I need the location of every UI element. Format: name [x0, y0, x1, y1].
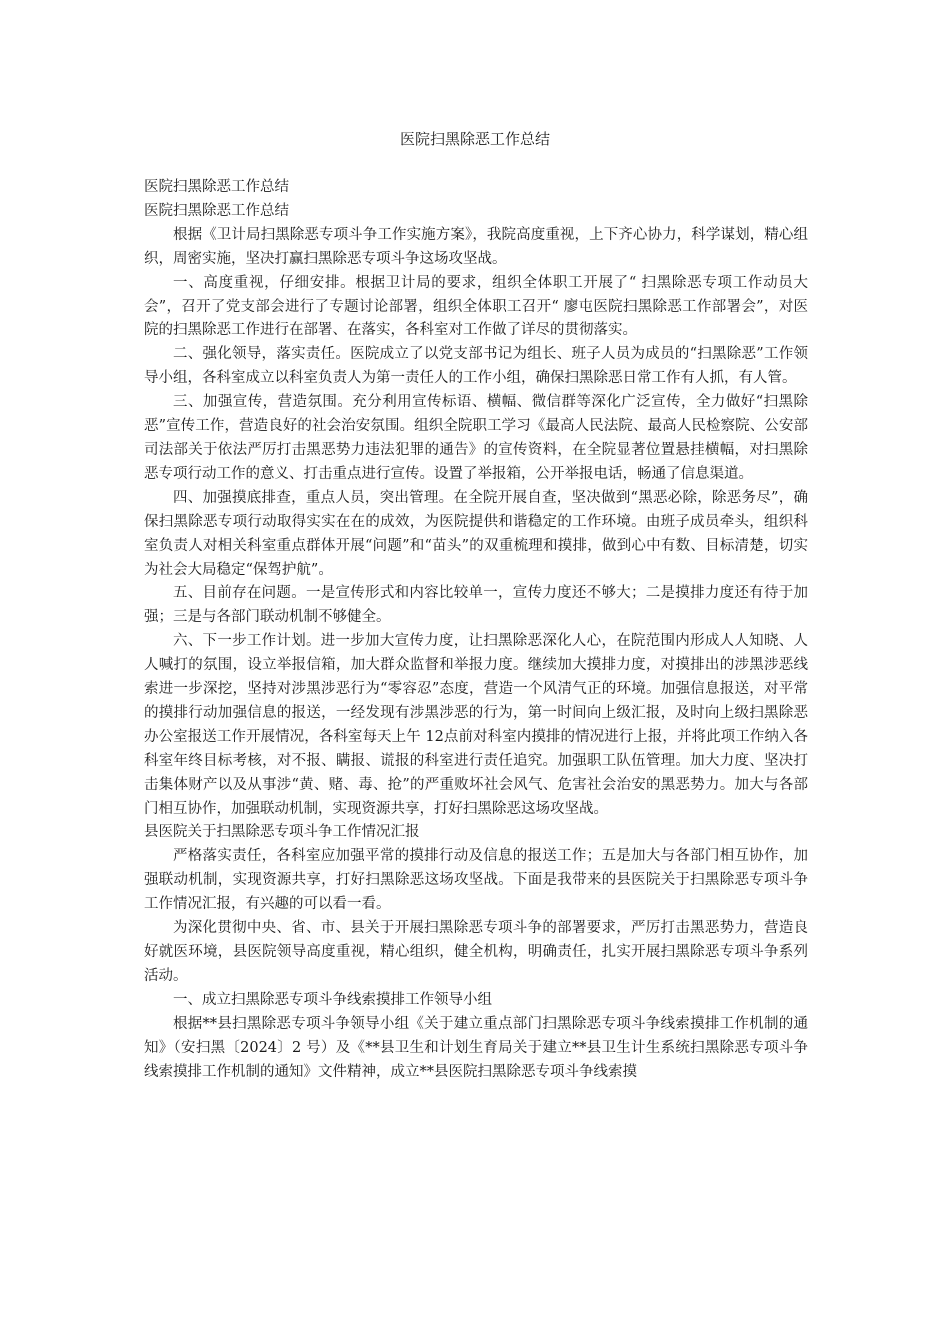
- paragraph: 为深化贯彻中央、省、市、县关于开展扫黑除恶专项斗争的部署要求，严厉打击黑恶势力，营造良好就医环境，县医院领导高度重视，精心组织，健全机构，明确责任，扎实开展扫黑除恶专项斗争系列活动。: [144, 920, 808, 984]
- paragraph: 六、下一步工作计划。进一步加大宣传力度，让扫黑除恶深化人心，在院范围内形成人人知晓、人人喊打的氛围，设立举报信箱，加大群众监督和举报力度。继续加大摸排力度，对摸排出的涉黑涉恶线索进一步深挖，坚持对涉黑涉恶行为“零容忍”态度，营造一个风清气正的环境。加强信息报送，对平常的摸排行动加强信息的报送，一经发现有涉黑涉恶的行为，第一时间向上级汇报，及时向上级扫黑除恶办公室报送工作开展情况，各科室每天上午 12点前对科室内摸排的情况进行上报，并将此项工作纳入各科室年终目标考核，对不报、瞒报、谎报的科室进行责任追究。加强职工队伍管理。加大力度、坚决打击集体财产以及从事涉“黄、赌、毒、抢”的严重败坏社会风气、危害社会治安的黑恶势力。加大与各部门相互协作，加强联动机制，实现资源共享，打好扫黑除恶这场攻坚战。: [144, 633, 808, 817]
- paragraph: 三、加强宣传，营造氛围。充分利用宣传标语、横幅、微信群等深化广泛宣传，全力做好“扫黑除恶”宣传工作，营造良好的社会治安氛围。组织全院职工学习《最高人民法院、最高人民检察院、公安部司法部关于依法严厉打击黑恶势力违法犯罪的通告》的宣传资料，在全院显著位置悬挂横幅，对扫黑除恶专项行动工作的意义、打击重点进行宣传。设置了举报箱，公开举报电话，畅通了信息渠道。: [144, 394, 808, 482]
- document-title: 医院扫黑除恶工作总结: [399, 130, 550, 148]
- paragraph: 四、加强摸底排查，重点人员，突出管理。在全院开展自查，坚决做到“黑恶必除，除恶务尽”，确保扫黑除恶专项行动取得实实在在的成效，为医院提供和谐稳定的工作环境。由班子成员牵头，组织科室负责人对相关科室重点群体开展“问题”和“苗头”的双重梳理和摸排，做到心中有数、目标清楚，切实为社会大局稳定“保驾护航”。: [144, 489, 808, 578]
- paragraph: 医院扫黑除恶工作总结: [144, 202, 289, 219]
- paragraph: 严格落实责任，各科室应加强平常的摸排行动及信息的报送工作；五是加大与各部门相互协作，加强联动机制，实现资源共享，打好扫黑除恶这场攻坚战。下面是我带来的县医院关于扫黑除恶专项斗争工作情况汇报，有兴趣的可以看一看。: [144, 848, 808, 913]
- paragraph: 根据《卫计局扫黑除恶专项斗争工作实施方案》，我院高度重视，上下齐心协力，科学谋划，精心组织，周密实施，坚决打赢扫黑除恶专项斗争这场攻坚战。: [144, 226, 808, 267]
- paragraph: 医院扫黑除恶工作总结: [144, 179, 289, 195]
- paragraph: 二、强化领导，落实责任。医院成立了以党支部书记为组长、班子人员为成员的“扫黑除恶”工作领导小组，各科室成立以科室负责人为第一责任人的工作小组，确保扫黑除恶日常工作有人抓，有人管。: [144, 346, 808, 387]
- section-heading: 县医院关于扫黑除恶专项斗争工作情况汇报: [144, 824, 420, 841]
- paragraph: 五、目前存在问题。一是宣传形式和内容比较单一，宣传力度还不够大；二是摸排力度还有待于加强；三是与各部门联动机制不够健全。: [144, 585, 808, 626]
- paragraph: 根据**县扫黑除恶专项斗争领导小组《关于建立重点部门扫黑除恶专项斗争线索摸排工作机制的通知》（安扫黑〔2024〕2 号）及《**县卫生和计划生育局关于建立**县卫生计生系统扫黑除恶专项斗争线索摸排工作机制的通知》文件精神，成立**县医院扫黑除恶专项斗争线索摸: [144, 1015, 808, 1080]
- paragraph: 一、高度重视，仔细安排。根据卫计局的要求，组织全体职工开展了“ 扫黑除恶专项工作动员大会”，召开了党支部会进行了专题讨论部署，组织全体职工召开“ 廖屯医院扫黑除恶工作部署会”，对医院的扫黑除恶工作进行在部署、在落实，各科室对工作做了详尽的贯彻落实。: [144, 274, 808, 339]
- document-body: [144, 176, 808, 1084]
- paragraph: 一、成立扫黑除恶专项斗争线索摸排工作领导小组: [173, 991, 492, 1008]
